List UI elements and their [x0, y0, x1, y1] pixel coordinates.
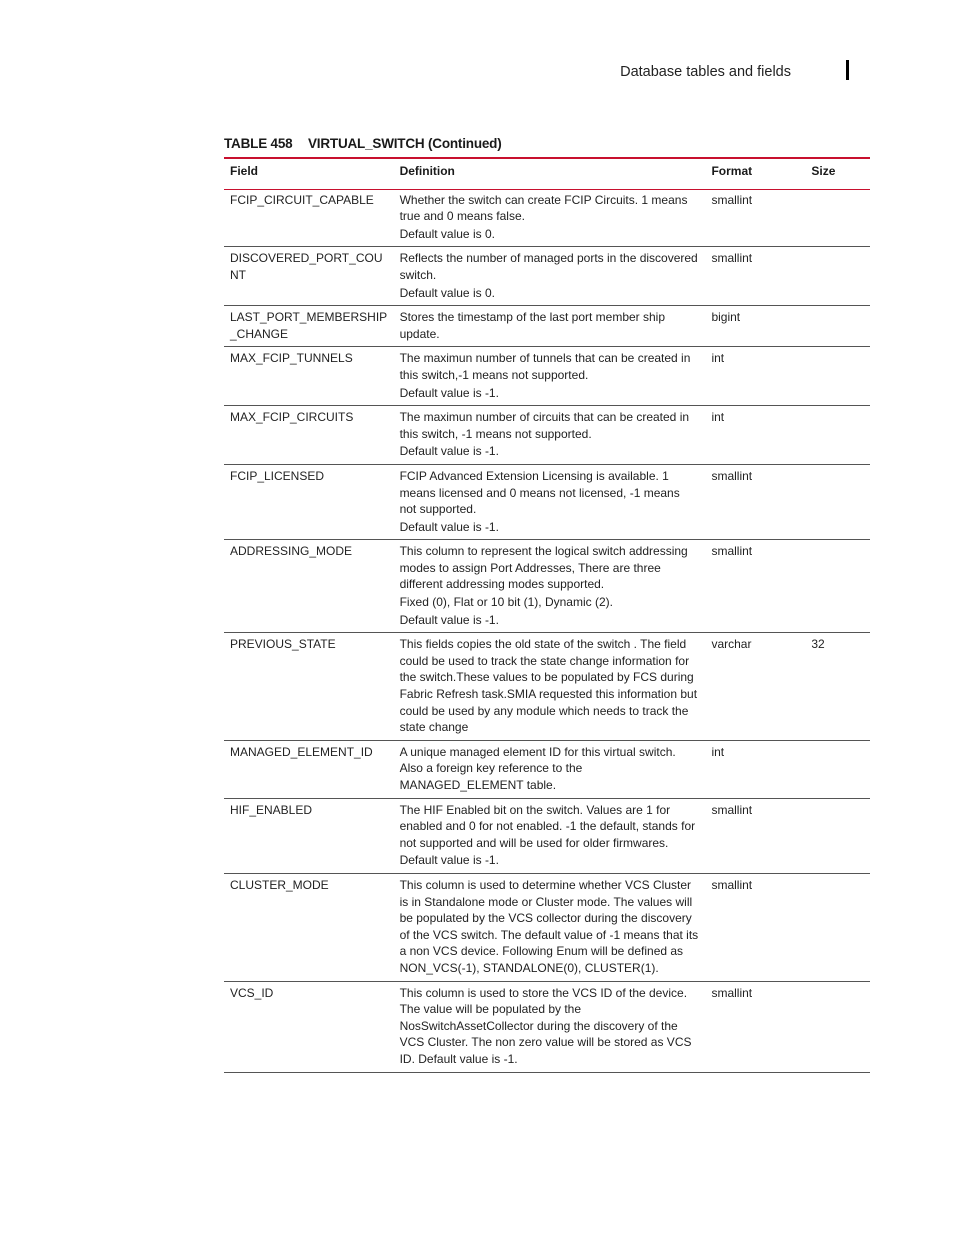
definition-line: Default value is 0. [399, 226, 495, 241]
field-name-cell: CLUSTER_MODE [230, 877, 329, 892]
size-cell [805, 247, 870, 306]
definition-cell [394, 347, 706, 406]
definition-line: Reflects the number of managed ports in the discovered switch. [399, 251, 698, 282]
field-name-cell: VCS_ID [230, 985, 274, 1000]
column-header-size: Size [811, 164, 836, 178]
format-cell: varchar [711, 637, 752, 652]
table-row [224, 406, 870, 465]
table-row [224, 633, 870, 741]
definition-line: A unique managed element ID for this virtual switch. Also a foreign key reference to the MANAGED_ELEMENT table. [399, 744, 676, 792]
size-cell [805, 740, 870, 798]
size-cell [805, 306, 870, 347]
definition-line: This column is used to determine whether VCS Cluster is in Standalone mode or Cluster mode. The values will be populated by the VCS collector during the discovery of the VCS switch. The default value of -1 means that its a non VCS device. Following Enum will be defined as NON_VCS(-1), STANDALONE(0), CLUSTER(1). [399, 877, 699, 975]
definition-line: This fields copies the old state of the switch . The field could be used to track the state change information for the switch.These values to be populated by FCS during Fabric Refresh task.SMIA requested this information but could be used by any module which needs to track the state change [399, 637, 698, 735]
field-name-cell: MAX_FCIP_TUNNELS [230, 351, 353, 366]
definition-cell [394, 189, 706, 247]
size-cell [805, 540, 870, 633]
format-cell: smallint [711, 877, 753, 892]
field-name-cell: FCIP_LICENSED [230, 468, 325, 483]
table-row [224, 464, 870, 539]
table-title: VIRTUAL_SWITCH (Continued) [308, 136, 502, 151]
field-name-cell: DISCOVERED_PORT_COUNT [230, 251, 383, 282]
size-cell [805, 981, 870, 1072]
definition-line: This column to represent the logical switch addressing modes to assign Port Addresses, There are three different addressing modes supported. [399, 544, 688, 592]
field-name-cell: ADDRESSING_MODE [230, 544, 353, 559]
format-cell: int [711, 351, 725, 366]
field-name-cell: HIF_ENABLED [230, 802, 313, 817]
definition-line: Default value is -1. [399, 385, 499, 400]
definition-cell [394, 464, 706, 539]
table-row [224, 189, 870, 247]
definition-line: Default value is 0. [399, 285, 495, 300]
definition-line: Default value is -1. [399, 444, 499, 459]
definition-line: Default value is -1. [399, 519, 499, 534]
chapter-marker-bar [846, 60, 849, 80]
table-row [224, 740, 870, 798]
definition-cell [394, 740, 706, 798]
format-cell: smallint [711, 468, 753, 483]
table-row [224, 306, 870, 347]
size-cell [805, 347, 870, 406]
field-name-cell: MAX_FCIP_CIRCUITS [230, 410, 354, 425]
definition-cell [394, 540, 706, 633]
field-name-cell: MANAGED_ELEMENT_ID [230, 744, 373, 759]
format-cell: smallint [711, 251, 753, 266]
column-header-field: Field [230, 164, 259, 178]
table-row [224, 247, 870, 306]
definition-cell [394, 306, 706, 347]
definition-cell [394, 981, 706, 1072]
field-name-cell: PREVIOUS_STATE [230, 637, 336, 652]
definition-cell [394, 873, 706, 981]
field-name-cell: LAST_PORT_MEMBERSHIP_CHANGE [230, 310, 388, 341]
definition-line: Default value is -1. [399, 612, 499, 627]
size-cell [805, 464, 870, 539]
definition-line: Stores the timestamp of the last port member ship update. [399, 310, 666, 341]
format-cell: bigint [711, 310, 741, 325]
table-row [224, 347, 870, 406]
format-cell: smallint [711, 192, 753, 207]
definition-line: FCIP Advanced Extension Licensing is available. 1 means licensed and 0 means not licensed, -1 means not supported. [399, 468, 680, 517]
format-cell: smallint [711, 802, 753, 817]
definition-cell [394, 406, 706, 465]
definition-cell [394, 633, 706, 741]
table-row [224, 798, 870, 873]
size-cell [805, 406, 870, 465]
size-cell [805, 873, 870, 981]
format-cell: smallint [711, 544, 753, 559]
size-cell [805, 189, 870, 247]
table-row [224, 873, 870, 981]
definition-line: Fixed (0), Flat or 10 bit (1), Dynamic (2). [399, 595, 613, 610]
virtual-switch-table [224, 157, 870, 1073]
definition-line: This column is used to store the VCS ID of the device. The value will be populated by the NosSwitchAssetCollector during the discovery of the VCS Cluster. The non zero value will be stored as VCS ID. Default value is -1. [399, 985, 692, 1066]
format-cell: smallint [711, 985, 753, 1000]
table-number: TABLE 458 [224, 136, 293, 151]
definition-line: The maximun number of circuits that can be created in this switch, -1 means not supported. [399, 410, 690, 441]
definition-line: The HIF Enabled bit on the switch. Values are 1 for enabled and 0 for not enabled. -1 the default, stands for not supported and will be used for older firmwares. [399, 802, 696, 850]
running-header-title: Database tables and fields [620, 64, 791, 80]
field-name-cell: FCIP_CIRCUIT_CAPABLE [230, 192, 374, 207]
definition-line: Whether the switch can create FCIP Circuits. 1 means true and 0 means false. [399, 192, 688, 224]
table-row [224, 540, 870, 633]
column-header-format: Format [711, 164, 753, 178]
table-body [224, 189, 870, 1072]
format-cell: int [711, 410, 725, 425]
column-header-definition: Definition [399, 164, 455, 178]
definition-line: Default value is -1. [399, 853, 499, 868]
table-header-row [224, 158, 870, 189]
definition-line: The maximun number of tunnels that can be created in this switch,-1 means not supported. [399, 351, 691, 382]
size-cell [805, 798, 870, 873]
format-cell: int [711, 744, 725, 759]
size-cell: 32 [811, 637, 825, 652]
definition-cell [394, 247, 706, 306]
definition-cell [394, 798, 706, 873]
table-caption [224, 136, 502, 151]
table-row [224, 981, 870, 1072]
